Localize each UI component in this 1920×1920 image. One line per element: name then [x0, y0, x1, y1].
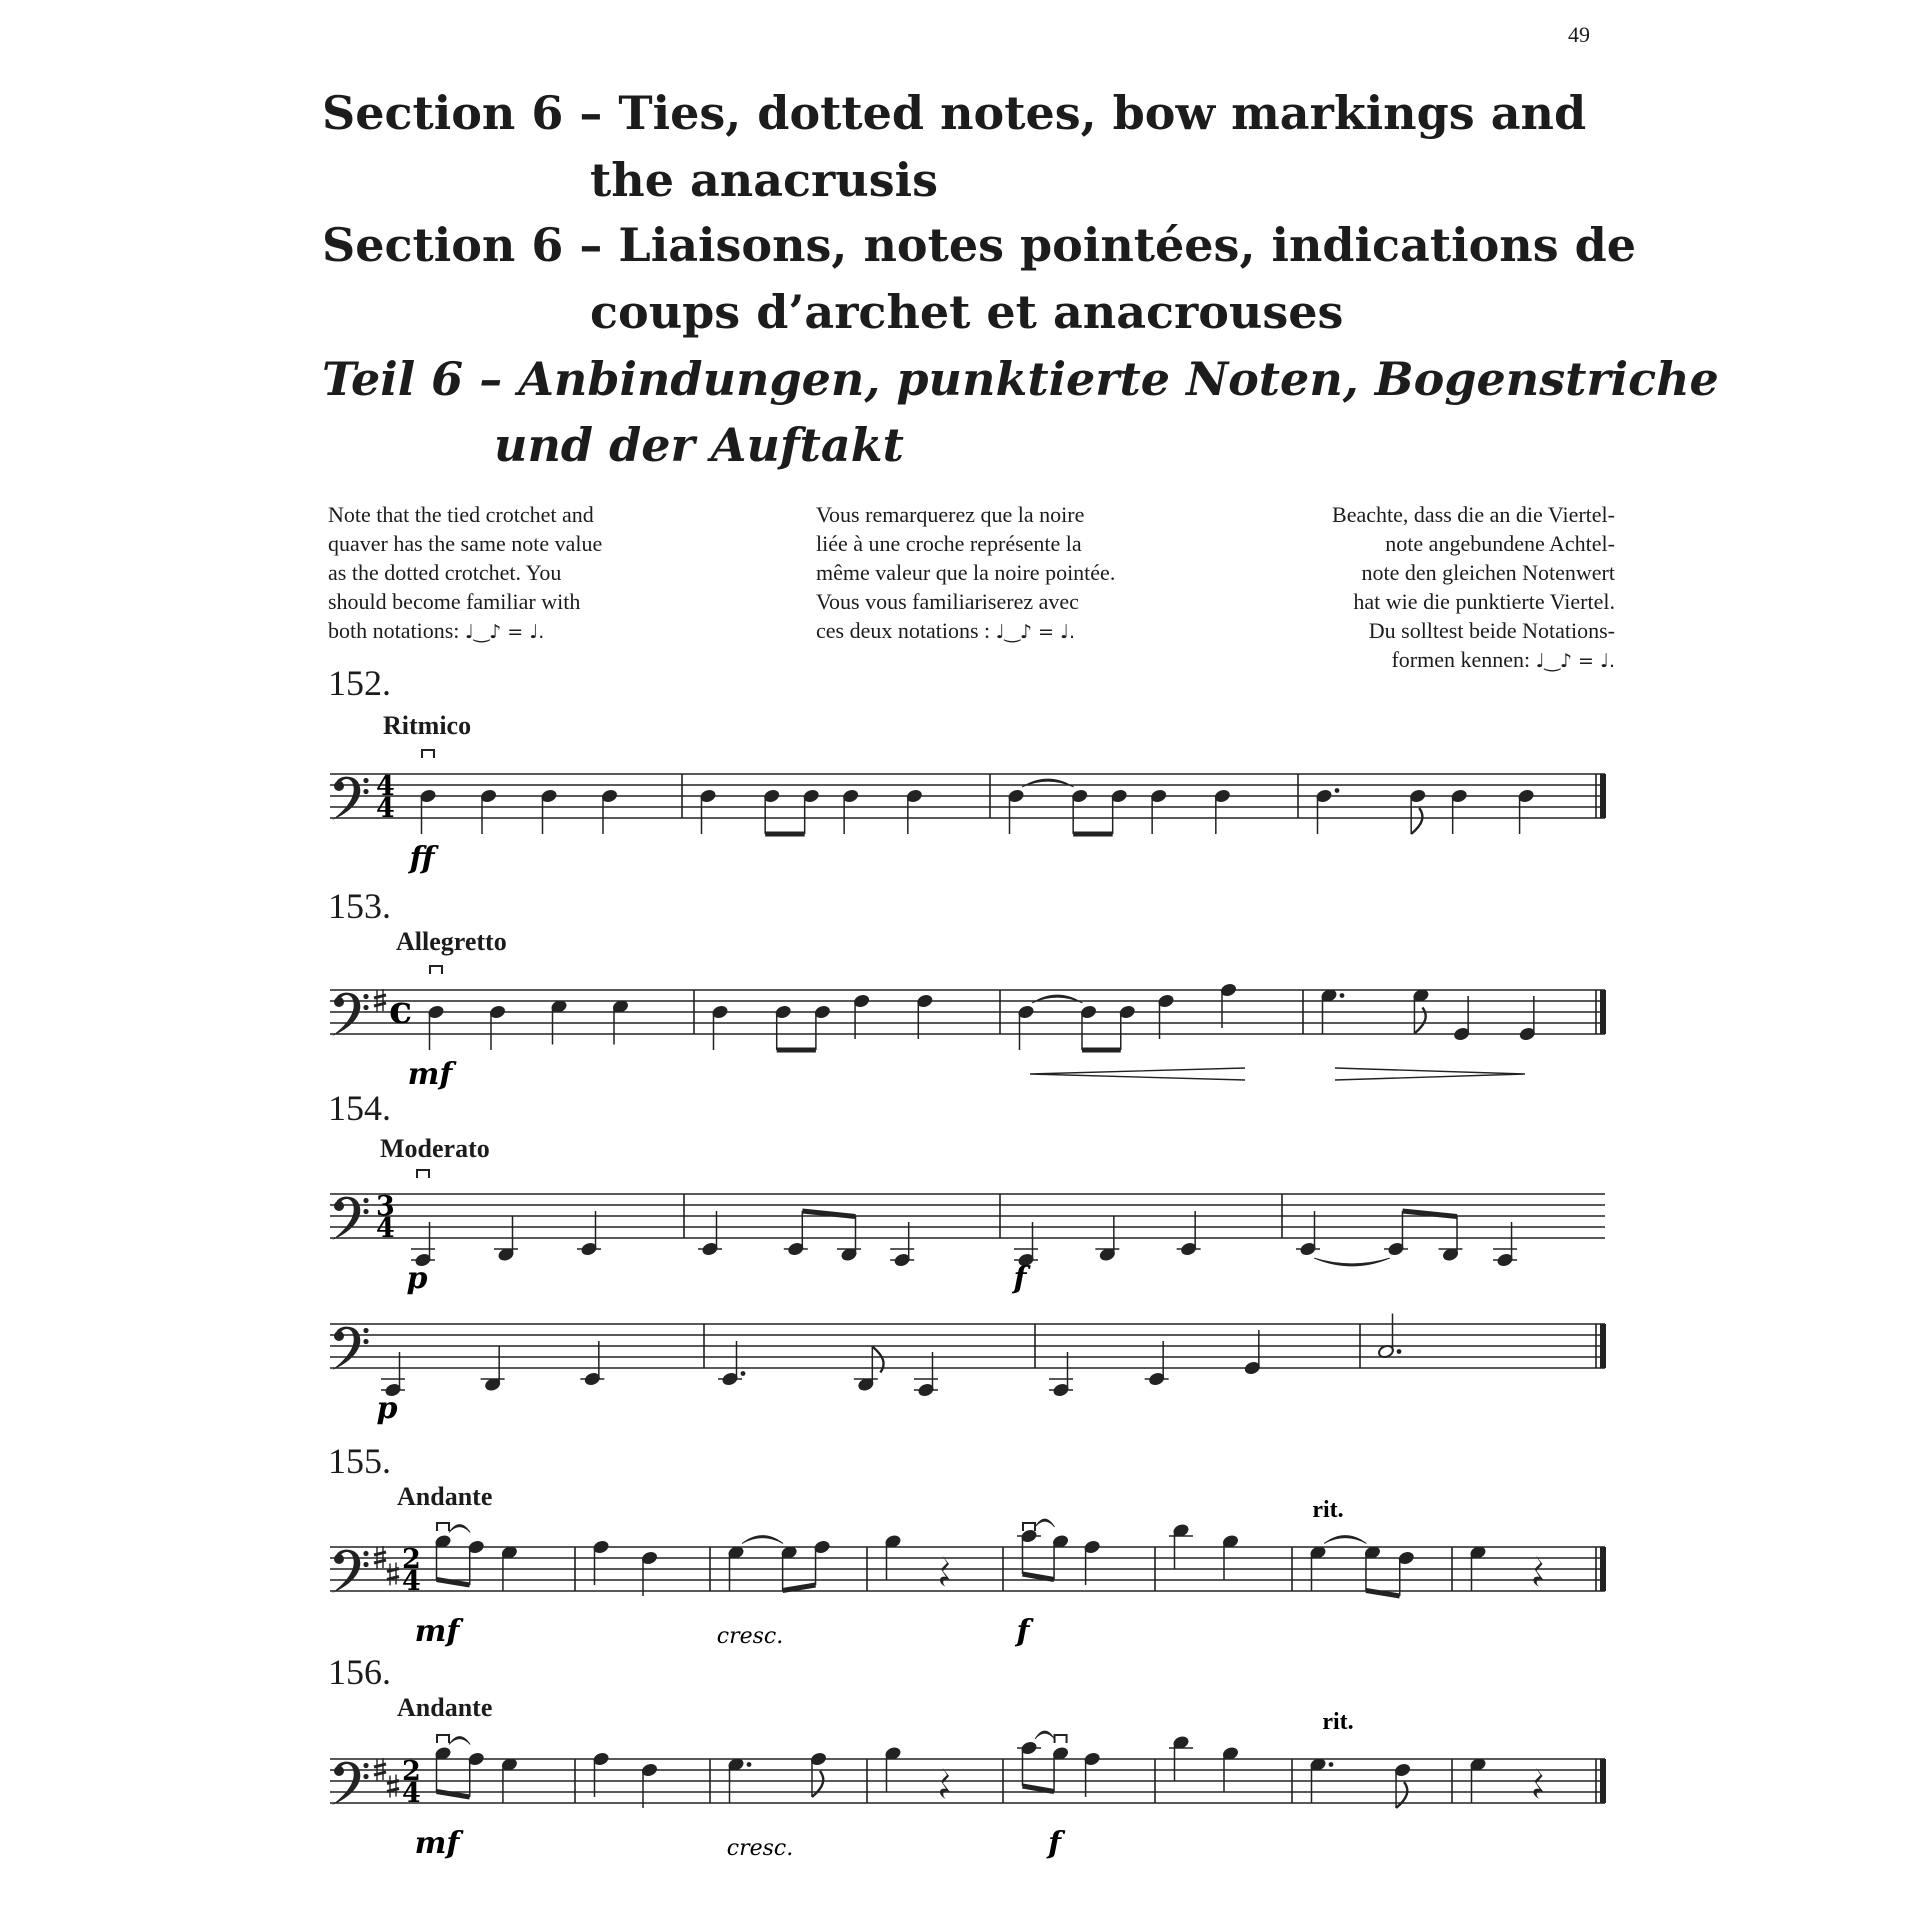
beam	[1023, 1574, 1055, 1580]
tempo-156: Andante	[397, 1693, 493, 1722]
time-signature-top: 4	[376, 771, 395, 802]
down-bow-icon	[1023, 1523, 1035, 1531]
intro-line: Du solltest beide Notations-	[1368, 618, 1615, 643]
bass-clef-dot	[363, 789, 368, 794]
eighth-flag	[812, 1771, 823, 1797]
time-signature-bottom: 4	[402, 1778, 421, 1809]
time-signature-top: 2	[402, 1544, 421, 1575]
down-bow-icon	[437, 1735, 449, 1743]
quarter-rest-icon	[940, 1555, 950, 1587]
tie	[1022, 779, 1074, 787]
eighth-flag	[1411, 808, 1422, 834]
heading-french-line2: coups d’archet et anacrouses	[590, 285, 1344, 339]
exercise-number-153: 153.	[328, 886, 391, 926]
dynamic-marking: f	[1016, 1614, 1030, 1649]
augmentation-dot	[1397, 1349, 1402, 1354]
augmentation-dot	[1340, 993, 1345, 998]
down-bow-icon	[1055, 1735, 1067, 1743]
quarter-rest-icon	[940, 1767, 950, 1799]
expression-marking: cresc.	[726, 1836, 794, 1861]
augmentation-dot	[747, 1762, 752, 1767]
expression-marking: cresc.	[716, 1624, 784, 1649]
dynamic-marking: p	[376, 1391, 398, 1426]
time-signature-top: 2	[402, 1756, 421, 1787]
intro-line: Vous vous familiariserez avec	[816, 589, 1079, 614]
tempo-152: Ritmico	[383, 711, 472, 740]
note-equation: ♩‿♪ = ♩.	[1535, 650, 1615, 672]
bass-clef-icon	[334, 781, 344, 791]
diminuendo-hairpin	[1335, 1068, 1525, 1080]
bass-clef-icon	[334, 1554, 344, 1564]
beam	[783, 1585, 816, 1591]
bass-clef-icon	[334, 1331, 344, 1341]
intro-line: note angebundene Achtel-	[1385, 531, 1615, 556]
intro-line: liée à une croche représente la	[816, 531, 1082, 556]
bass-clef-dot	[363, 1774, 368, 1779]
down-bow-icon	[417, 1170, 429, 1178]
common-time-icon: c	[389, 987, 413, 1032]
bass-clef-dot	[363, 1551, 368, 1556]
ritardando-marking: rit.	[1312, 1497, 1344, 1523]
dynamic-marking: mf	[407, 1057, 453, 1092]
beam	[1023, 1786, 1055, 1792]
bass-clef-icon	[334, 1201, 344, 1211]
dynamic-marking: f	[1048, 1826, 1062, 1861]
tie	[449, 1737, 470, 1745]
tie	[742, 1536, 783, 1544]
sharp-icon	[387, 1577, 399, 1580]
dynamic-marking: mf	[414, 1614, 460, 1649]
tempo-154: Moderato	[380, 1134, 490, 1163]
bass-clef-dot	[363, 994, 368, 999]
dynamic-marking: f	[1013, 1261, 1027, 1296]
sharp-icon	[387, 1789, 399, 1792]
crescendo-hairpin	[1030, 1068, 1245, 1080]
quarter-rest-icon	[1533, 1555, 1543, 1587]
heading-english-line1: Section 6 – Ties, dotted notes, bow markings and	[322, 86, 1587, 140]
intro-line: hat wie die punktierte Viertel.	[1353, 589, 1615, 614]
intro-line: quaver has the same note value	[328, 531, 603, 556]
time-signature-bottom: 4	[376, 793, 395, 824]
time-signature-bottom: 4	[402, 1566, 421, 1597]
final-barline	[1600, 774, 1606, 818]
bass-clef-dot	[363, 1005, 368, 1010]
bass-clef-dot	[363, 1562, 368, 1567]
eighth-flag	[1396, 1782, 1407, 1808]
tie	[1032, 995, 1083, 1003]
bass-clef-dot	[363, 1198, 368, 1203]
heading-english-line2: the anacrusis	[590, 153, 938, 207]
final-barline	[1600, 990, 1606, 1034]
dynamic-marking: ff	[409, 841, 435, 876]
note-equation: ♩‿♪ = ♩.	[464, 621, 545, 643]
down-bow-icon	[430, 966, 442, 974]
dynamic-marking: p	[406, 1261, 428, 1296]
exercise-number-154: 154.	[328, 1088, 391, 1128]
final-barline	[1600, 1547, 1606, 1591]
augmentation-dot	[1329, 1762, 1334, 1767]
tie	[1314, 1258, 1390, 1266]
intro-text: both notations:	[328, 618, 460, 643]
tie	[1324, 1536, 1366, 1544]
bass-clef-dot	[363, 778, 368, 783]
intro-line: should become familiar with	[328, 589, 581, 614]
final-barline	[1600, 1324, 1606, 1368]
tie	[1035, 1731, 1055, 1739]
intro-line: Vous remarquerez que la noire	[816, 502, 1085, 527]
sharp-icon	[374, 1764, 386, 1767]
intro-text: ces deux notations :	[816, 618, 991, 643]
sharp-icon	[374, 995, 386, 998]
exercise-number-152: 152.	[328, 663, 391, 703]
intro-text: formen kennen:	[1391, 647, 1531, 672]
note-equation: ♩‿♪ = ♩.	[995, 621, 1075, 643]
down-bow-icon	[422, 750, 434, 758]
heading-french-line1: Section 6 – Liaisons, notes pointées, indications de	[322, 218, 1637, 272]
bass-clef-icon	[334, 1766, 344, 1776]
tie	[449, 1525, 470, 1533]
bass-clef-dot	[363, 1763, 368, 1768]
exercise-number-156: 156.	[328, 1652, 391, 1692]
sharp-icon	[374, 1560, 386, 1563]
intro-line: Beachte, dass die an die Viertel-	[1332, 502, 1615, 527]
sharp-icon	[374, 1552, 386, 1555]
bass-clef-dot	[363, 1339, 368, 1344]
intro-line: Note that the tied crotchet and	[328, 502, 594, 527]
intro-line: as the dotted crotchet. You	[328, 560, 562, 585]
tie	[1035, 1519, 1055, 1527]
bass-clef-icon	[334, 997, 344, 1007]
sharp-icon	[374, 1772, 386, 1775]
heading-german-line2: und der Auftakt	[494, 418, 904, 472]
sharp-icon	[374, 1003, 386, 1006]
exercise-number-155: 155.	[328, 1441, 391, 1481]
bass-clef-dot	[363, 1209, 368, 1214]
ritardando-marking: rit.	[1322, 1709, 1354, 1735]
augmentation-dot	[1335, 788, 1340, 793]
final-barline	[1600, 1759, 1606, 1803]
dynamic-marking: mf	[414, 1826, 460, 1861]
time-signature-bottom: 4	[376, 1213, 395, 1244]
tempo-153: Allegretto	[396, 927, 507, 956]
intro-line: note den gleichen Notenwert	[1361, 560, 1615, 585]
augmentation-dot	[741, 1371, 746, 1376]
down-bow-icon	[437, 1523, 449, 1531]
time-signature-top: 3	[376, 1191, 395, 1222]
bass-clef-dot	[363, 1328, 368, 1333]
tempo-155: Andante	[397, 1482, 493, 1511]
page-number: 49	[1568, 22, 1590, 47]
heading-german-line1: Teil 6 – Anbindungen, punktierte Noten, Bogenstriche	[322, 352, 1719, 406]
intro-line: même valeur que la noire pointée.	[816, 560, 1116, 585]
quarter-rest-icon	[1533, 1767, 1543, 1799]
